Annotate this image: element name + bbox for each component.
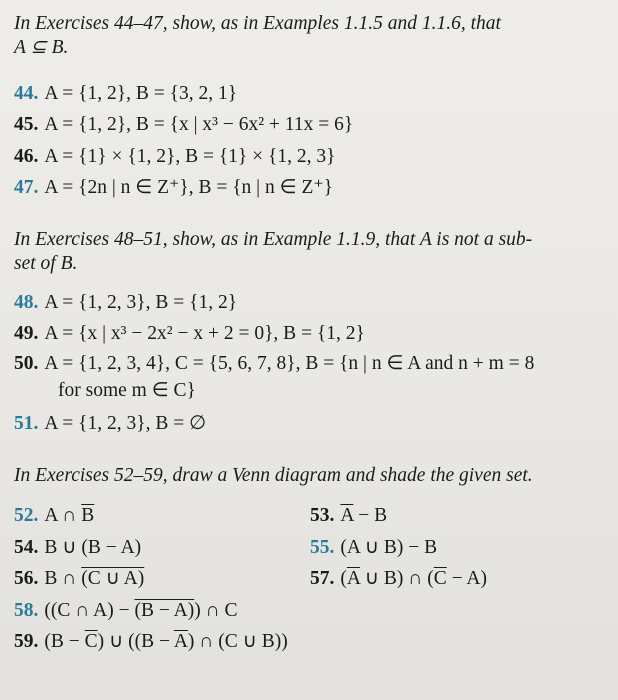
exercise-46: [14, 145, 609, 169]
complement-term: $\overline{C}$: [433, 568, 447, 589]
exercise-number: 57.: [310, 568, 335, 589]
exercise-number: 47.: [14, 177, 39, 198]
exercise-number: 46.: [14, 146, 39, 167]
exercise-text: A = {x | x³ − 2x² − x + 2 = 0}, B = {1, 2}: [44, 323, 365, 344]
exercise-text: ((C ∩ A) −: [44, 600, 135, 621]
exercise-number: 50.: [14, 353, 39, 374]
exercise-text: (B −: [44, 631, 85, 652]
exercise-number: 49.: [14, 323, 39, 344]
complement-term: (B − A): [134, 600, 195, 621]
exercise-52: [14, 504, 609, 528]
exercise-text: ) ∪ ((B −: [97, 631, 174, 652]
exercise-text: (: [340, 568, 347, 589]
exercise-text: ∪ B) ∩ (: [359, 568, 434, 589]
exercise-number: 52.: [14, 505, 39, 526]
intro-48-51-line2: set of B.: [14, 253, 78, 274]
exercise-47: [14, 176, 609, 200]
exercise-51: [14, 412, 609, 436]
intro-48-51: [14, 228, 604, 276]
exercise-text: B ∪ (B − A): [44, 537, 142, 558]
exercise-50: [14, 352, 609, 376]
exercise-55: [310, 536, 437, 560]
exercise-48: [14, 291, 609, 315]
exercise-59: [14, 630, 609, 654]
exercise-text: − B: [353, 505, 388, 526]
exercise-50-continuation: for some m ∈ C}: [58, 380, 196, 401]
exercise-text: A = {1} × {1, 2}, B = {1} × {1, 2, 3}: [44, 146, 336, 167]
exercise-text: B ∩: [44, 568, 82, 589]
exercise-text: − A): [446, 568, 488, 589]
exercise-text: A = {1, 2}, B = {3, 2, 1}: [44, 83, 238, 104]
exercise-49: [14, 322, 609, 346]
exercise-text: ) ∩ C: [194, 600, 238, 621]
exercise-number: 44.: [14, 83, 39, 104]
exercise-text: (A ∪ B) − B: [340, 537, 438, 558]
exercise-text: A = {1, 2, 3}, B = {1, 2}: [44, 292, 238, 313]
intro-44-47-line1: In Exercises 44–47, show, as in Examples 1.1.5 and 1.1.6, that: [14, 13, 501, 34]
exercise-text: A ∩: [44, 505, 82, 526]
intro-52-59: In Exercises 52–59, draw a Venn diagram and shade the given set.: [14, 465, 533, 486]
complement-term: (C ∪ A): [81, 568, 145, 589]
complement-term: $\overline{A}$: [340, 505, 354, 526]
exercise-45: [14, 113, 609, 137]
exercise-number: 59.: [14, 631, 39, 652]
exercise-text: A = {2n | n ∈ Z⁺}, B = {n | n ∈ Z⁺}: [44, 177, 334, 198]
exercise-53: [310, 504, 387, 528]
intro-44-47-line2: A ⊆ B.: [14, 37, 69, 58]
exercise-56: [14, 567, 609, 591]
complement-term: $\overline{B}$: [81, 505, 95, 526]
exercise-number: 45.: [14, 114, 39, 135]
exercise-number: 55.: [310, 537, 335, 558]
exercise-text: A = {1, 2, 3, 4}, C = {5, 6, 7, 8}, B = {n | n ∈ A and n + m = 8: [44, 353, 535, 374]
exercise-text: A = {1, 2}, B = {x | x³ − 6x² + 11x = 6}: [44, 114, 354, 135]
intro-48-51-line1: In Exercises 48–51, show, as in Example 1.1.9, that A is not a sub-: [14, 229, 533, 250]
complement-term: $\overline{A}$: [346, 568, 360, 589]
intro-44-47: [14, 12, 604, 60]
exercise-58: [14, 599, 609, 623]
exercise-number: 54.: [14, 537, 39, 558]
complement-term: $\overline{A}$: [173, 631, 188, 652]
exercise-54: [14, 536, 609, 560]
exercise-text: ) ∩ (C ∪ B)): [187, 631, 288, 652]
exercise-57: [310, 567, 487, 591]
exercise-number: 48.: [14, 292, 39, 313]
exercise-44: [14, 82, 609, 106]
exercise-number: 53.: [310, 505, 335, 526]
exercise-number: 58.: [14, 600, 39, 621]
exercise-number: 51.: [14, 413, 39, 434]
exercise-number: 56.: [14, 568, 39, 589]
complement-term: $\overline{C}$: [84, 631, 98, 652]
exercise-text: A = {1, 2, 3}, B = ∅: [44, 413, 207, 434]
